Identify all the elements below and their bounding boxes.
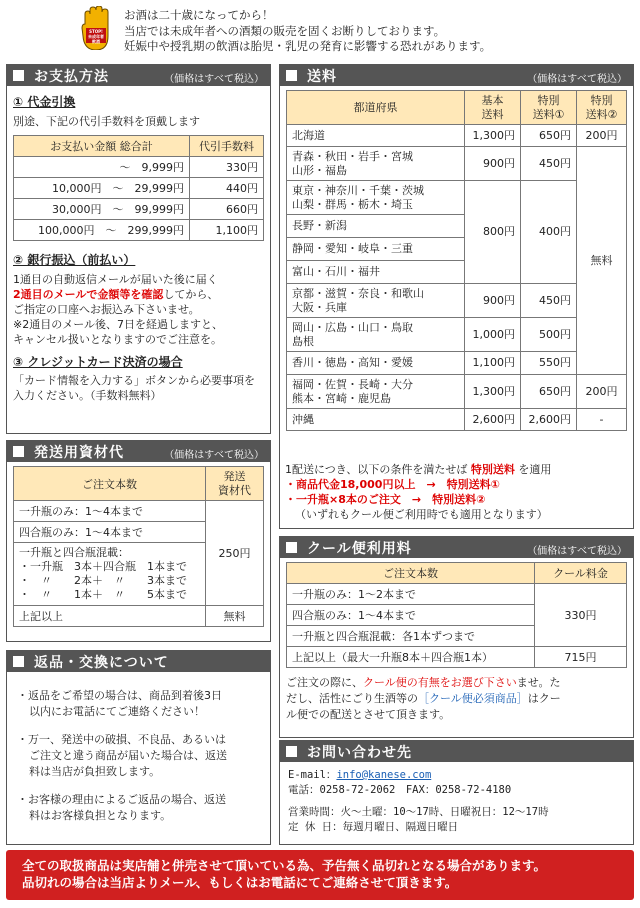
table-row: 青森・秋田・岩手・宮城 山形・福島 900円 450円 無料 (287, 147, 627, 181)
table-row: 福岡・佐賀・長崎・大分 熊本・宮崎・鹿児島 1,300円 650円 200円 (287, 375, 627, 409)
cool-note: ご注文の際に、クール便の有無をお選び下さいませ。た だし、活性にごり生酒等の［クール便必須商品］はクー ル便での配送とさせて頂きます。 (286, 676, 561, 721)
contact-hours: 営業時間：火～土曜：10～17時、日曜祝日：12～17時 (288, 806, 549, 818)
shipping-note: 1配送につき、以下の条件を満たせば 特別送料 を適用 ・商品代金18,000円以上 → 特別送料① ・一升瓶×8本のご注文 → 特別送料② （いずれもクール便ご利用時でも適用となります） (285, 463, 552, 521)
shipping-table: 都道府県 基本 送料 特別 送料① 特別 送料② 北海道 1,300円 650円 200円 青森・秋田・岩手・宮城 山形・福島 900円 450円 無料 東京・神奈川・千葉・茨城 山梨・群馬・栃木・埼玉 800円 400円 長野・新潟 静岡・愛知・岐阜・三重 富山・石川・福井 京都・滋賀・奈良・和歌山 大阪・兵庫 900円 450円 岡山・広島・山口・鳥取 島根 1,000円 500円 香川・徳島・高知・愛媛 1,100円 550円 福岡・佐賀・長崎・大分 熊本・宮崎・鹿児島 1,300円 650円 200円 沖縄 2,600円 2,600円 - (286, 90, 627, 431)
cool-table: ご注文本数 クール料金 一升瓶のみ：1～2本まで 330円 四合瓶のみ：1～4本まで 一升瓶と四合瓶混載：各1本ずつまで 上記以上（最大一升瓶8本＋四合瓶1本） 715円 (286, 562, 627, 668)
card-title: ③ クレジットカード決済の場合 (13, 355, 183, 369)
table-row: 長野・新潟 (287, 215, 627, 238)
table-row: 香川・徳島・高知・愛媛 1,100円 550円 (287, 352, 627, 375)
contact-panel (279, 740, 634, 845)
table-row: 10,000円 ～ 29,999円 440円 (14, 178, 264, 199)
table-row: 富山・石川・福井 (287, 261, 627, 284)
table-row: 四合瓶のみ：1～4本まで (287, 605, 627, 626)
cod-desc: 別途、下記の代引手数料を頂戴します (13, 115, 200, 128)
list-item: ・お客様の理由によるご返品の場合、返送 料はお客様負担となります。 (17, 793, 226, 822)
cool-panel (279, 536, 634, 738)
contact-holiday: 定 休 日：毎週月曜日、隔週日曜日 (288, 821, 459, 833)
stock-notice-banner: 全ての取扱商品は実店舗と併売させて頂いている為、予告無く品切れとなる場合があります。 品切れの場合は当店よりメール、もしくはお電話にてご連絡させて頂きます。 (6, 850, 634, 900)
material-table: ご注文本数 発送 資材代 一升瓶のみ：1～4本まで 250円 四合瓶のみ：1～4本まで 一升瓶と四合瓶混載： ・一升瓶 3本＋四合瓶 1本まで ・ 〃 2本＋ 〃 3本まで ・ 〃 1本＋ 〃 5本まで 上記以上 無料 (13, 466, 264, 627)
material-header: 発送用資材代 （価格はすべて税込） (7, 441, 270, 462)
age-notice (0, 0, 640, 60)
payment-header: お支払方法 （価格はすべて税込） (7, 65, 270, 86)
list-item: ・返品をご希望の場合は、商品到着後3日 以内にお電話にてご連絡ください！ (17, 689, 222, 718)
contact-header: お問い合わせ先 (280, 741, 633, 762)
list-item: ・万一、発送中の破損、不良品、あるいは ご注文と違う商品が届いた場合は、返送 料は当店が負担致します。 (17, 733, 227, 778)
returns-header: 返品・交換について (7, 651, 270, 672)
bank-title: ② 銀行振込（前払い） (13, 253, 136, 267)
stop-label: STOP! 未成年者 飲酒 (88, 29, 104, 44)
table-row: 岡山・広島・山口・鳥取 島根 1,000円 500円 (287, 318, 627, 352)
email-link[interactable]: info@kanese.com (336, 769, 432, 781)
cod-fee-table: お支払い金額 総合計 代引手数料 ～ 9,999円 330円 10,000円 ～ 29,999円 440円 30,000円 ～ 99,999円 660円 100,000円 ～ 299,999円 1,100円 (13, 135, 264, 241)
table-row: 京都・滋賀・奈良・和歌山 大阪・兵庫 900円 450円 (287, 284, 627, 318)
table-row: 上記以上（最大一升瓶8本＋四合瓶1本） 715円 (287, 647, 627, 668)
contact-email: E-mail：info@kanese.com (288, 769, 432, 781)
table-row: 一升瓶のみ：1～4本まで 250円 (14, 501, 264, 522)
returns-panel (6, 650, 271, 845)
table-row: 東京・神奈川・千葉・茨城 山梨・群馬・栃木・埼玉 800円 400円 (287, 181, 627, 215)
table-row: 100,000円 ～ 299,999円 1,100円 (14, 220, 264, 241)
table-row: 四合瓶のみ：1～4本まで (14, 522, 264, 543)
cool-header: クール便利用料 （価格はすべて税込） (280, 537, 633, 558)
payment-panel (6, 64, 271, 434)
bank-desc: 1通目の自動返信メールが届いた後に届く 2通目のメールで金額等を確認してから、 ご指定の口座へお振込み下さいませ。 ※2通目のメール後、7日を経過しますと、 キャンセル扱いとなりますのでご注意を。 (13, 273, 223, 346)
card-desc: 「カード情報を入力する」ボタンから必要事項を 入力ください。（手数料無料） (13, 374, 255, 402)
table-row: 上記以上 無料 (14, 606, 264, 627)
cod-title: ① 代金引換 (13, 95, 76, 109)
table-row: 北海道 1,300円 650円 200円 (287, 125, 627, 147)
shipping-panel (279, 64, 634, 529)
table-row: 一升瓶のみ：1～2本まで 330円 (287, 584, 627, 605)
table-row: 静岡・愛知・岐阜・三重 (287, 238, 627, 261)
table-row: ～ 9,999円 330円 (14, 157, 264, 178)
contact-tel: 電話：0258-72-2062 FAX：0258-72-4180 (288, 784, 512, 796)
table-row: 沖縄 2,600円 2,600円 - (287, 409, 627, 431)
table-row: 一升瓶と四合瓶混載：各1本ずつまで (287, 626, 627, 647)
table-row: 一升瓶と四合瓶混載： ・一升瓶 3本＋四合瓶 1本まで ・ 〃 2本＋ 〃 3本まで ・ 〃 1本＋ 〃 5本まで (14, 543, 264, 606)
table-row: 30,000円 ～ 99,999円 660円 (14, 199, 264, 220)
notice-text: お酒は二十歳になってから！ 当店では未成年者への酒類の販売を固くお断りしております。 妊娠中や授乳期の飲酒は胎児・乳児の発育に影響する恐れがあります。 (124, 8, 492, 53)
shipping-header: 送料 （価格はすべて税込） (280, 65, 633, 86)
material-panel (6, 440, 271, 642)
